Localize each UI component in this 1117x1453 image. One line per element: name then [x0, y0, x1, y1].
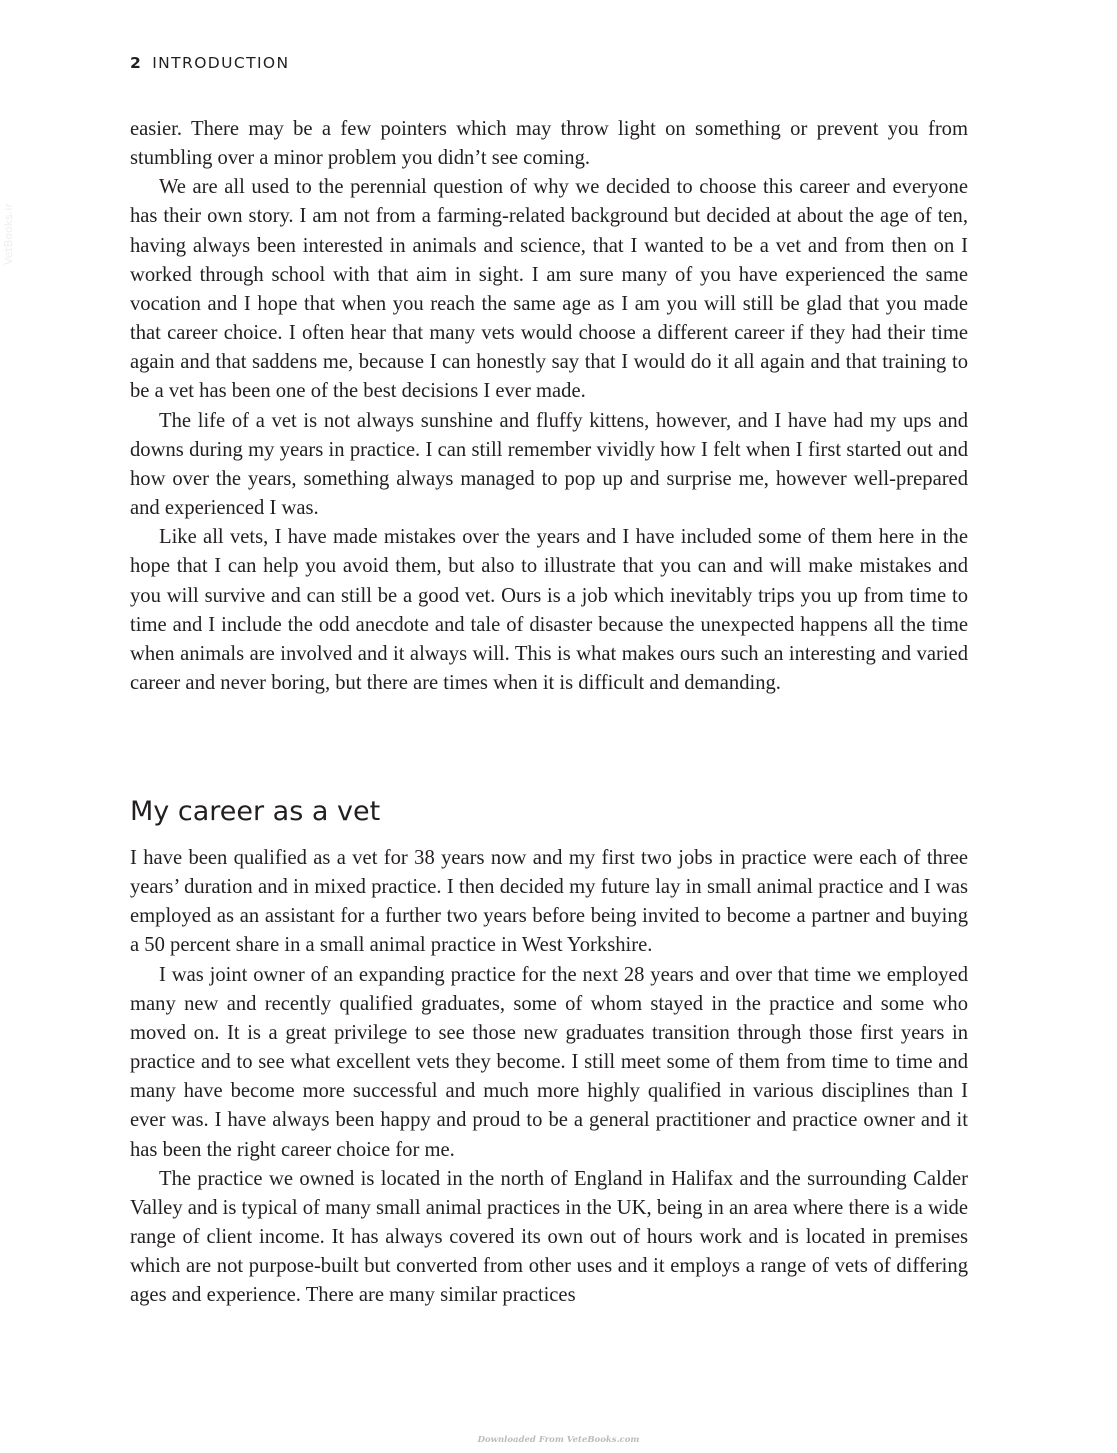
running-title: INTRODUCTION: [152, 54, 290, 72]
paragraph: easier. There may be a few pointers which may throw light on something or prevent you from stumbling over a minor problem you didn’t see coming.: [130, 118, 968, 170]
paragraph: I was joint owner of an expanding practice for the next 28 years and over that time we employed many new and recently qualified graduates, some of whom stayed in the practice and some who moved on. It is a great privilege to see those new graduates transition through those first years in practice and to see what excellent vets they become. I still meet some of them from time to time and many have become more successful and much more highly qualified in various disciplines than I ever was. I have always been happy and proud to be a general practitioner and practice owner and it has been the right career choice for me.: [130, 963, 968, 1161]
paragraph: I have been qualified as a vet for 38 years now and my first two jobs in practice were each of three years’ duration and in mixed practice. I then decided my future lay in small animal practice and I was employed as an assistant for a further two years before being invited to become a partner and buying a 50 percent share in a small animal practice in West Yorkshire.: [130, 847, 968, 957]
paragraph: The practice we owned is located in the north of England in Halifax and the surrounding Calder Valley and is typical of many small animal practices in the UK, being in an area where there is a wide range of client income. It has always covered its own out of hours work and is located in premises which are not purpose-built but converted from other uses and it employs a range of vets of differing ages and experience. There are many similar practices: [130, 1167, 968, 1307]
paragraph: We are all used to the perennial question of why we decided to choose this career and everyone has their own story. I am not from a farming-related background but decided at about the age of ten, having always been interested in animals and science, that I wanted to be a vet and from then on I worked through school with that aim in sight. I am sure many of you have experienced the same vocation and I hope that when you reach the same age as I am you will still be glad that you made that career choice. I often hear that many vets would choose a different career if they had their time again and that saddens me, because I can honestly say that I would do it all again and that training to be a vet has been one of the best decisions I ever made.: [130, 176, 968, 403]
page-number: 2: [130, 54, 143, 72]
paragraph: Like all vets, I have made mistakes over the years and I have included some of them here in the hope that I can help you avoid them, but also to illustrate that you can and will make mistakes and you will survive and can still be a good vet. Ours is a job which inevitably trips you up from time to time and I include the odd anecdote and tale of disaster because the unexpected happens all the time when animals are involved and it always will. This is what makes ours such an interesting and varied career and never boring, but there are times when it is difficult and demanding.: [130, 526, 968, 694]
paragraph: The life of a vet is not always sunshine and fluffy kittens, however, and I have had my ups and downs during my years in practice. I can still remember vividly how I felt when I first started out and how over the years, something always managed to pop up and surprise me, however well-prepared and experienced I was.: [130, 409, 968, 520]
body-text-top: [130, 115, 968, 698]
footer-watermark: Downloaded From VeteBooks.com: [477, 1435, 640, 1445]
section-heading: My career as a vet: [130, 796, 381, 827]
running-head: [130, 54, 290, 72]
body-text-section: [130, 844, 968, 1311]
side-watermark: VetBooks.ir: [2, 203, 15, 265]
